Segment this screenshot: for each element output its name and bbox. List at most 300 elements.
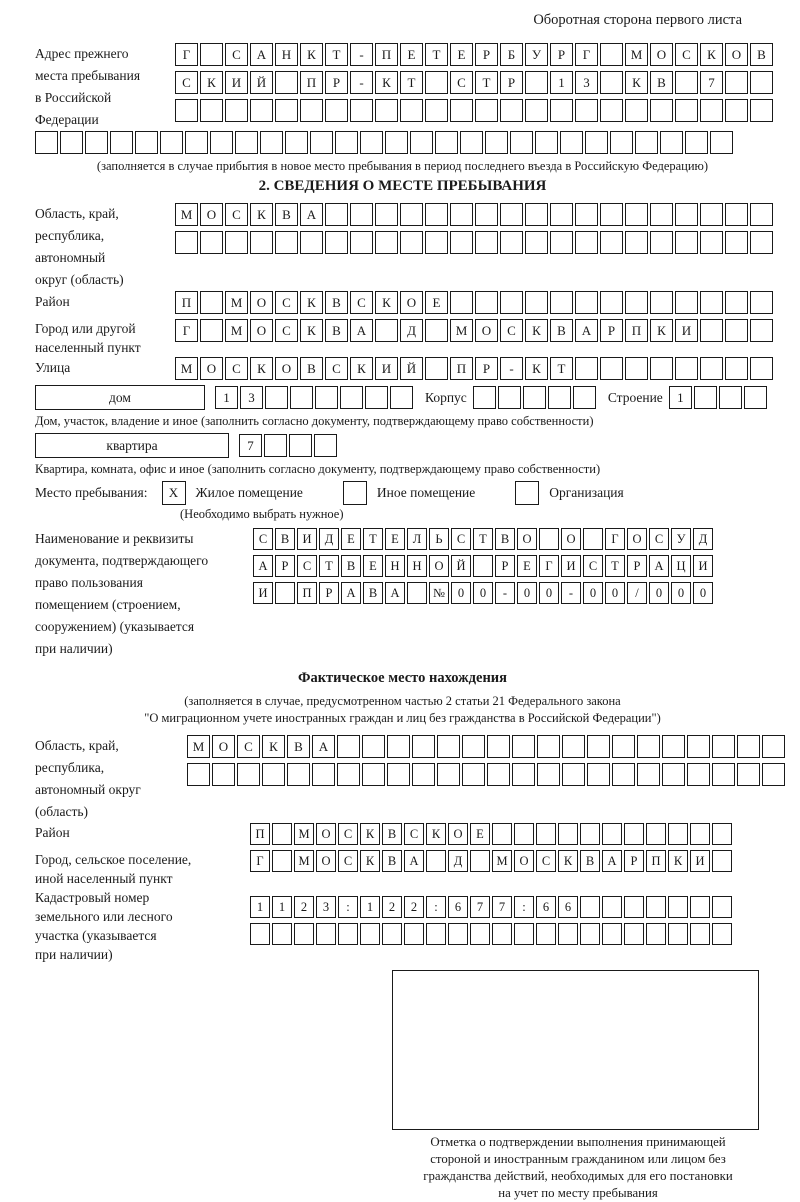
char-box: В <box>325 291 348 314</box>
actual-city-label: Город, сельское поселение, иной населенный пункт <box>35 852 192 886</box>
char-box <box>750 99 773 122</box>
char-box <box>712 850 732 872</box>
char-box <box>725 71 748 94</box>
char-box <box>362 763 385 786</box>
char-box: С <box>225 357 248 380</box>
char-box <box>525 71 548 94</box>
char-box: Д <box>693 528 713 550</box>
char-box <box>387 735 410 758</box>
stamp-box <box>392 970 759 1130</box>
char-box <box>310 131 333 154</box>
char-box <box>272 823 292 845</box>
char-box: И <box>690 850 710 872</box>
stay-type-note: (Необходимо выбрать нужное) <box>180 507 344 521</box>
char-box: Г <box>175 43 198 66</box>
char-box <box>275 231 298 254</box>
char-box <box>250 231 273 254</box>
char-box: М <box>625 43 648 66</box>
char-box: Т <box>319 555 339 577</box>
char-box <box>260 131 283 154</box>
char-box: Д <box>400 319 423 342</box>
char-box: 7 <box>700 71 723 94</box>
char-box <box>460 131 483 154</box>
actual-region-row-2 <box>187 763 790 786</box>
char-box: И <box>561 555 581 577</box>
char-box: К <box>360 850 380 872</box>
char-box <box>387 763 410 786</box>
char-box <box>60 131 83 154</box>
apartment-cells <box>239 434 339 457</box>
street-row <box>175 357 790 380</box>
char-box <box>687 735 710 758</box>
char-box <box>237 763 260 786</box>
char-box <box>712 896 732 918</box>
char-box <box>250 923 270 945</box>
char-box <box>646 923 666 945</box>
char-box <box>275 582 295 604</box>
char-box: В <box>580 850 600 872</box>
char-box <box>287 763 310 786</box>
char-box <box>662 763 685 786</box>
char-box <box>537 763 560 786</box>
char-box <box>725 357 748 380</box>
char-box <box>624 823 644 845</box>
char-box <box>514 923 534 945</box>
prev-address-row-3 <box>175 99 790 122</box>
char-box: О <box>650 43 673 66</box>
char-box: Г <box>539 555 559 577</box>
region-block <box>35 203 790 291</box>
char-box <box>385 131 408 154</box>
char-box: С <box>350 291 373 314</box>
document-block <box>35 528 790 660</box>
char-box: А <box>341 582 361 604</box>
char-box <box>35 131 58 154</box>
char-box <box>600 71 623 94</box>
char-box <box>450 203 473 226</box>
char-box <box>425 203 448 226</box>
char-box: В <box>382 823 402 845</box>
char-box: М <box>225 319 248 342</box>
char-box: Г <box>605 528 625 550</box>
char-box <box>272 923 292 945</box>
char-box <box>426 923 446 945</box>
char-box: К <box>650 319 673 342</box>
char-box: А <box>250 43 273 66</box>
char-box <box>425 357 448 380</box>
char-box <box>264 434 287 457</box>
other-premise-checkbox <box>343 481 367 505</box>
char-box: 3 <box>316 896 336 918</box>
char-box <box>338 923 358 945</box>
apartment-note: Квартира, комната, офис и иное (заполнить согласно документу, подтверждающему право собственности) <box>35 462 601 476</box>
char-box: Т <box>475 71 498 94</box>
char-box: 7 <box>470 896 490 918</box>
char-box <box>558 823 578 845</box>
char-box <box>602 896 622 918</box>
char-box: А <box>300 203 323 226</box>
document-row-1 <box>253 528 790 550</box>
char-box: О <box>400 291 423 314</box>
char-box: 2 <box>404 896 424 918</box>
char-box <box>525 291 548 314</box>
char-box <box>487 735 510 758</box>
char-box <box>600 357 623 380</box>
char-box <box>470 923 490 945</box>
char-box <box>514 823 534 845</box>
char-box <box>725 319 748 342</box>
char-box <box>300 99 323 122</box>
actual-city-block <box>35 850 790 888</box>
char-box <box>650 203 673 226</box>
char-box <box>562 735 585 758</box>
actual-location-title: Фактическое место нахождения <box>298 670 507 686</box>
char-box <box>725 203 748 226</box>
char-box <box>350 231 373 254</box>
char-box <box>412 735 435 758</box>
char-box: Е <box>385 528 405 550</box>
char-box: А <box>575 319 598 342</box>
stay-type-label: Место пребывания: <box>35 485 148 500</box>
char-box <box>425 319 448 342</box>
char-box <box>575 231 598 254</box>
char-box: Б <box>500 43 523 66</box>
char-box: К <box>625 71 648 94</box>
char-box: С <box>649 528 669 550</box>
organization-checkbox <box>515 481 539 505</box>
char-box <box>500 99 523 122</box>
char-box <box>425 99 448 122</box>
char-box: Г <box>250 850 270 872</box>
char-box <box>212 763 235 786</box>
char-box <box>650 357 673 380</box>
actual-location-note-1: (заполняется в случае, предусмотренном частью 2 статьи 21 Федерального закона <box>184 694 621 708</box>
char-box <box>187 763 210 786</box>
char-box: 0 <box>693 582 713 604</box>
char-box: В <box>495 528 515 550</box>
char-box <box>650 291 673 314</box>
char-box <box>410 131 433 154</box>
char-box: П <box>625 319 648 342</box>
apartment-label-box: квартира <box>35 433 229 458</box>
char-box: Р <box>319 582 339 604</box>
char-box: С <box>338 823 358 845</box>
document-label: Наименование и реквизиты документа, подтверждающего право пользования помещением (строением, сооружением) (указывается при наличии) <box>35 531 209 656</box>
char-box <box>360 923 380 945</box>
char-box: И <box>693 555 713 577</box>
char-box <box>448 923 468 945</box>
char-box: Т <box>605 555 625 577</box>
char-box: О <box>200 203 223 226</box>
char-box: - <box>350 43 373 66</box>
char-box <box>335 131 358 154</box>
char-box <box>536 923 556 945</box>
char-box: В <box>650 71 673 94</box>
char-box: К <box>525 357 548 380</box>
char-box <box>426 850 446 872</box>
char-box: К <box>558 850 578 872</box>
char-box <box>437 763 460 786</box>
stroenie-label: Строение <box>607 389 663 405</box>
char-box <box>587 763 610 786</box>
house-note: Дом, участок, владение и иное (заполнить согласно документу, подтверждающему право собственности) <box>35 414 594 428</box>
char-box <box>762 763 785 786</box>
korpus-label: Корпус <box>425 389 467 405</box>
char-box <box>646 823 666 845</box>
char-box <box>536 823 556 845</box>
char-box: Р <box>275 555 295 577</box>
char-box: С <box>536 850 556 872</box>
char-box: С <box>500 319 523 342</box>
char-box: О <box>250 291 273 314</box>
char-box <box>275 99 298 122</box>
char-box: Т <box>425 43 448 66</box>
char-box: К <box>300 43 323 66</box>
char-box: 7 <box>492 896 512 918</box>
char-box <box>475 231 498 254</box>
char-box: С <box>297 555 317 577</box>
char-box <box>525 203 548 226</box>
district-row <box>175 291 790 314</box>
char-box <box>450 291 473 314</box>
section2-title: 2. СВЕДЕНИЯ О МЕСТЕ ПРЕБЫВАНИЯ <box>258 178 547 194</box>
char-box: О <box>475 319 498 342</box>
char-box <box>512 735 535 758</box>
stamp-caption: Отметка о подтверждении выполнения принимающей стороной и иностранным гражданином или лицом без гражданства действий, необходимых для его постановки на учет по месту пребывания <box>423 1135 733 1200</box>
char-box <box>550 291 573 314</box>
char-box <box>525 231 548 254</box>
char-box <box>523 386 546 409</box>
char-box: П <box>175 291 198 314</box>
char-box: 0 <box>473 582 493 604</box>
char-box <box>583 528 603 550</box>
cadastral-block <box>35 888 790 964</box>
char-box <box>600 43 623 66</box>
district-label: Район <box>35 294 70 309</box>
actual-district-label: Район <box>35 825 70 840</box>
char-box: О <box>627 528 647 550</box>
char-box <box>675 231 698 254</box>
char-box: С <box>275 319 298 342</box>
house-row <box>35 385 790 410</box>
residential-checkbox: X <box>162 481 186 505</box>
char-box <box>624 923 644 945</box>
char-box: С <box>175 71 198 94</box>
char-box <box>200 99 223 122</box>
char-box <box>275 71 298 94</box>
char-box: К <box>375 71 398 94</box>
char-box <box>110 131 133 154</box>
char-box: С <box>338 850 358 872</box>
char-box <box>475 99 498 122</box>
char-box: С <box>404 823 424 845</box>
char-box: К <box>360 823 380 845</box>
char-box <box>625 203 648 226</box>
char-box <box>750 71 773 94</box>
stamp-area <box>392 970 764 1202</box>
char-box <box>135 131 158 154</box>
char-box: 6 <box>536 896 556 918</box>
char-box <box>750 319 773 342</box>
char-box: 0 <box>517 582 537 604</box>
char-box <box>225 231 248 254</box>
char-box <box>562 763 585 786</box>
char-box: В <box>275 203 298 226</box>
char-box: К <box>250 203 273 226</box>
char-box: О <box>200 357 223 380</box>
char-box <box>404 923 424 945</box>
char-box <box>340 386 363 409</box>
char-box <box>700 291 723 314</box>
char-box <box>412 763 435 786</box>
char-box <box>675 291 698 314</box>
char-box: Р <box>627 555 647 577</box>
char-box: К <box>300 291 323 314</box>
char-box <box>462 763 485 786</box>
char-box <box>350 203 373 226</box>
char-box: О <box>517 528 537 550</box>
actual-region-label: Область, край, республика, автономный округ (область) <box>35 738 141 819</box>
char-box <box>473 555 493 577</box>
char-box <box>700 203 723 226</box>
char-box <box>539 528 559 550</box>
char-box: Ь <box>429 528 449 550</box>
char-box: С <box>583 555 603 577</box>
char-box: Й <box>250 71 273 94</box>
char-box <box>492 823 512 845</box>
char-box: С <box>675 43 698 66</box>
char-box <box>690 823 710 845</box>
char-box: Р <box>600 319 623 342</box>
char-box <box>365 386 388 409</box>
char-box <box>725 291 748 314</box>
char-box <box>637 735 660 758</box>
district-block <box>35 291 790 319</box>
char-box <box>625 357 648 380</box>
char-box <box>725 99 748 122</box>
char-box: С <box>451 528 471 550</box>
char-box: О <box>275 357 298 380</box>
char-box <box>294 923 314 945</box>
char-box: / <box>627 582 647 604</box>
char-box: С <box>275 291 298 314</box>
char-box: Р <box>500 71 523 94</box>
char-box: Д <box>319 528 339 550</box>
char-box <box>712 763 735 786</box>
char-box <box>744 386 767 409</box>
char-box: У <box>671 528 691 550</box>
char-box: А <box>649 555 669 577</box>
char-box: Т <box>325 43 348 66</box>
stay-type-row <box>35 481 790 505</box>
char-box <box>625 99 648 122</box>
char-box <box>210 131 233 154</box>
char-box <box>694 386 717 409</box>
char-box <box>185 131 208 154</box>
char-box <box>500 231 523 254</box>
char-box: Л <box>407 528 427 550</box>
char-box <box>675 71 698 94</box>
char-box: П <box>250 823 270 845</box>
char-box <box>265 386 288 409</box>
char-box: П <box>450 357 473 380</box>
char-box <box>737 763 760 786</box>
char-box <box>580 823 600 845</box>
char-box: Р <box>624 850 644 872</box>
char-box: В <box>363 582 383 604</box>
char-box: Й <box>451 555 471 577</box>
char-box: К <box>700 43 723 66</box>
char-box <box>762 735 785 758</box>
char-box <box>175 99 198 122</box>
char-box <box>325 203 348 226</box>
char-box: Е <box>517 555 537 577</box>
city-row <box>175 319 790 342</box>
char-box <box>600 231 623 254</box>
other-premise-label: Иное помещение <box>376 485 476 500</box>
char-box <box>500 291 523 314</box>
char-box <box>675 357 698 380</box>
char-box <box>525 99 548 122</box>
char-box <box>575 99 598 122</box>
char-box: К <box>375 291 398 314</box>
char-box: Р <box>495 555 515 577</box>
char-box <box>400 231 423 254</box>
char-box: : <box>514 896 534 918</box>
prev-address-block <box>35 43 790 131</box>
char-box: О <box>212 735 235 758</box>
char-box <box>485 131 508 154</box>
prev-address-row-4 <box>35 131 790 154</box>
char-box: В <box>341 555 361 577</box>
char-box <box>382 923 402 945</box>
char-box <box>350 99 373 122</box>
cadastral-row-2 <box>250 923 790 945</box>
char-box: И <box>375 357 398 380</box>
char-box: А <box>253 555 273 577</box>
char-box: Т <box>400 71 423 94</box>
char-box: А <box>404 850 424 872</box>
char-box <box>375 231 398 254</box>
char-box <box>487 763 510 786</box>
char-box <box>668 923 688 945</box>
char-box: С <box>325 357 348 380</box>
char-box <box>587 735 610 758</box>
char-box <box>548 386 571 409</box>
char-box: : <box>426 896 446 918</box>
char-box: О <box>725 43 748 66</box>
char-box <box>473 386 496 409</box>
char-box: О <box>429 555 449 577</box>
char-box: 1 <box>360 896 380 918</box>
char-box: С <box>253 528 273 550</box>
char-box: - <box>500 357 523 380</box>
document-row-2 <box>253 555 790 577</box>
char-box <box>660 131 683 154</box>
region-row-1 <box>175 203 790 226</box>
char-box <box>685 131 708 154</box>
char-box <box>462 735 485 758</box>
char-box: П <box>646 850 666 872</box>
char-box <box>337 763 360 786</box>
char-box <box>600 99 623 122</box>
char-box <box>325 99 348 122</box>
region-label: Область, край, республика, автономный округ (область) <box>35 206 124 287</box>
page-title: Оборотная сторона первого листа <box>533 12 742 28</box>
char-box: И <box>225 71 248 94</box>
char-box <box>550 99 573 122</box>
char-box: 0 <box>605 582 625 604</box>
